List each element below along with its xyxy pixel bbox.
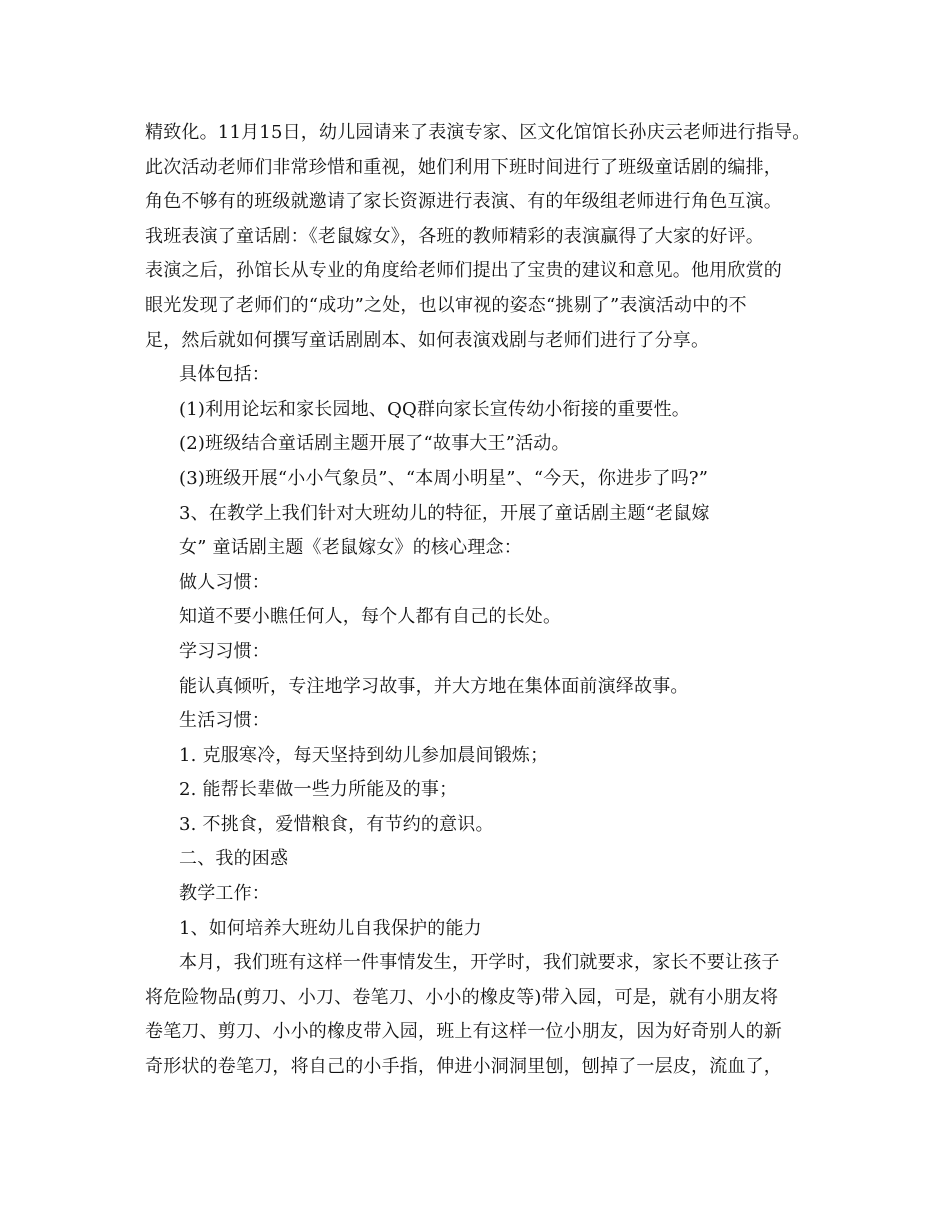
text-line: 教学工作： [179,883,270,905]
text-line: 学习习惯： [179,640,270,662]
text-line: 眼光发现了老师们的“成功”之处，也以审视的姿态“挑剔了”表演活动中的不 [145,294,747,316]
document-body [145,116,825,1085]
text-line: 1. 克服寒冷，每天坚持到幼儿参加晨间锻炼； [179,744,549,766]
text-line: 能认真倾听，专注地学习故事，并大方地在集体面前演绎故事。 [179,675,689,697]
text-line: 二、我的困惑 [179,848,289,870]
text-line: 奇形状的卷笔刀，将自己的小手指，伸进小洞洞里刨，刨掉了一层皮，流血了， [145,1056,782,1078]
text-line: 卷笔刀、剪刀、小小的橡皮带入园，班上有这样一位小朋友，因为好奇别人的新 [145,1021,782,1043]
text-line: 知道不要小瞧任何人，每个人都有自己的长处。 [179,606,562,628]
text-line: 生活习惯： [179,710,270,732]
text-line: 我班表演了童话剧：《老鼠嫁女》，各班的教师精彩的表演赢得了大家的好评。 [145,225,764,247]
text-line: (1)利用论坛和家长园地、QQ群向家长宣传幼小衔接的重要性。 [179,398,691,420]
text-line: 2. 能帮长辈做一些力所能及的事； [179,779,458,801]
text-line: 具体包括： [179,364,270,386]
text-line: 做人习惯： [179,571,270,593]
text-line: 本月，我们班有这样一件事情发生，开学时，我们就要求，家长不要让孩子 [179,952,780,974]
text-line: 3、在教学上我们针对大班幼儿的特征，开展了童话剧主题“老鼠嫁 [179,502,710,524]
text-line: 此次活动老师们非常珍惜和重视，她们利用下班时间进行了班级童话剧的编排， [145,156,782,178]
text-line: 足，然后就如何撰写童话剧剧本、如何表演戏剧与老师们进行了分享。 [145,329,710,351]
text-line: (3)班级开展“小小气象员”、“本周小明星”、“今天，你进步了吗?” [179,467,709,489]
text-line: 表演之后，孙馆长从专业的角度给老师们提出了宝贵的建议和意见。他用欣赏的 [145,260,782,282]
text-line: 女” 童话剧主题《老鼠嫁女》的核心理念： [179,537,522,559]
text-line: 角色不够有的班级就邀请了家长资源进行表演、有的年级组老师进行角色互演。 [145,191,782,213]
text-line: 将危险物品(剪刀、小刀、卷笔刀、小小的橡皮等)带入园，可是，就有小朋友将 [145,986,779,1008]
text-line: 精致化。11月15日，幼儿园请来了表演专家、区文化馆馆长孙庆云老师进行指导。 [145,122,811,143]
text-line: 1、如何培养大班幼儿自我保护的能力 [179,917,482,939]
text-line: (2)班级结合童话剧主题开展了“故事大王”活动。 [179,433,570,455]
text-line: 3. 不挑食，爱惜粮食，有节约的意识。 [179,813,494,835]
